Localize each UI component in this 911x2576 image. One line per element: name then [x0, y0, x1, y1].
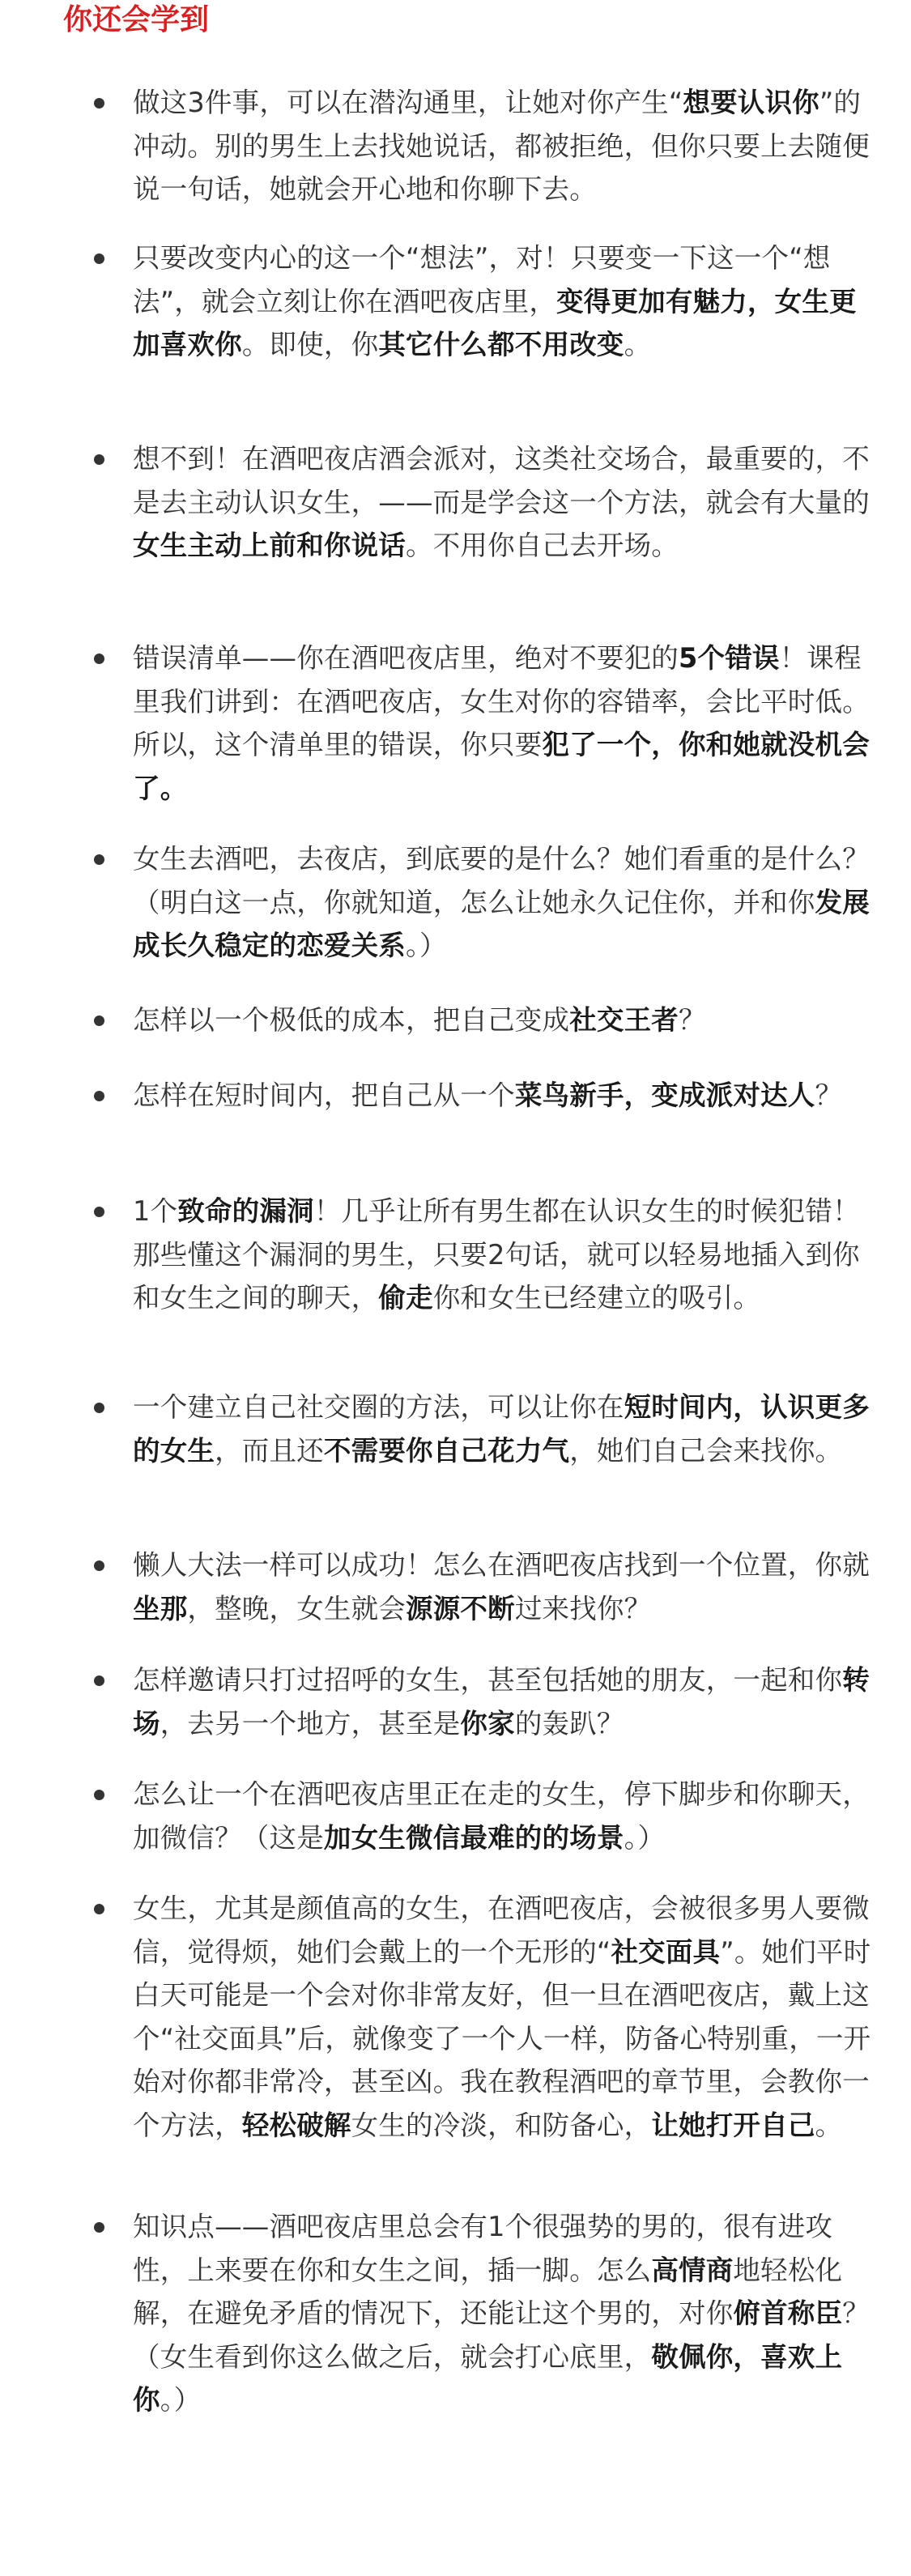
body-text: ？	[679, 1004, 706, 1036]
bullet-dot-icon	[94, 98, 104, 109]
emphasis-text: 你家	[460, 1707, 515, 1739]
body-text: 怎样在短时间内，把自己从一个	[133, 1079, 515, 1111]
bullet-dot-icon	[94, 253, 104, 264]
list-item	[97, 81, 870, 211]
body-text: 只要改变内心的这一个“想法”，对！只要变一下这一个“想法”，就会立刻让你在酒吧夜店里，	[133, 242, 831, 317]
body-text: 怎么让一个在酒吧夜店里正在走的女生，停下脚步和你聊天，加微信？（这是	[133, 1778, 870, 1854]
body-text: 知识点——酒吧夜店里总会有1个很强势的男的，很有进攻性，上来要在你和女生之间，插一脚。怎么	[133, 2211, 833, 2286]
list-item-text	[133, 1887, 878, 2148]
emphasis-text: 轻松破解	[241, 2109, 351, 2141]
body-text: 。	[815, 2109, 843, 2141]
body-text: 想不到！在酒吧夜店酒会派对，这类社交场合，最重要的，不是去主动认识女生，——而是学会这一个方法，就会有大量的	[133, 443, 870, 518]
emphasis-text: 致命的漏洞	[177, 1195, 314, 1227]
emphasis-text: 加女生微信最难的的场景	[323, 1821, 624, 1854]
body-text: 错误清单——你在酒吧夜店里，绝对不要犯的	[133, 642, 679, 674]
list-item-text	[133, 1190, 878, 1320]
body-text: 怎样邀请只打过招呼的女生，甚至包括她的朋友，一起和你	[133, 1664, 843, 1696]
body-text: ”的冲动。别的男生上去找她说话，都被拒绝，但你只要上去随便说一句话，她就会开心地和你聊下去。	[133, 87, 870, 206]
bullet-dot-icon	[94, 1904, 104, 1914]
list-item	[97, 236, 858, 367]
body-text: ，她们自己会来找你。	[569, 1434, 843, 1467]
list-item	[97, 1658, 870, 1745]
body-text: 过来找你？	[514, 1592, 652, 1624]
section-title: 你还会学到	[63, 3, 210, 36]
bullet-dot-icon	[94, 1207, 104, 1217]
body-text: 1个	[133, 1195, 178, 1227]
body-text: 的轰趴？	[514, 1707, 624, 1739]
body-text: ，整晚，女生就会	[187, 1592, 407, 1624]
list-item	[97, 1887, 871, 2148]
body-text: ？	[815, 1079, 843, 1111]
emphasis-text: 女生主动上前和你说话	[133, 530, 406, 562]
emphasis-text: 俯首称臣	[733, 2297, 843, 2330]
emphasis-text: 坐那	[133, 1592, 188, 1624]
list-item	[97, 1074, 858, 1118]
body-text: 。即使，你	[241, 329, 379, 361]
bullet-dot-icon	[94, 1675, 104, 1686]
emphasis-text: 其它什么都不用改变	[378, 329, 624, 361]
body-text: 女生去酒吧，去夜店，到底要的是什么？她们看重的是什么？（明白这一点，你就知道，怎么让她永久记住你，并和你	[133, 843, 870, 918]
list-item-text	[133, 637, 878, 810]
body-text: ”。她们平时白天可能是一个会对你非常友好，但一旦在酒吧夜店，戴上这个“社交面具”后，就像变了一个人一样，防备心特别重，一开始对你都非常冷，甚至凶。我在教程酒吧的章节里，会教你一个方法，	[133, 1935, 871, 2141]
body-text: ？（女生看到你这么做之后，就会打心底里，	[133, 2297, 870, 2373]
list-item	[97, 637, 870, 810]
bullet-dot-icon	[94, 854, 104, 865]
emphasis-text: 社交面具	[611, 1935, 721, 1968]
list-item-text	[133, 2205, 878, 2422]
body-text: 。）	[406, 930, 447, 962]
body-text: 一个建立自己社交圈的方法，可以让你在	[133, 1391, 624, 1423]
body-text: 。	[624, 329, 652, 361]
body-text: ！课程里我们讲到：在酒吧夜店，女生对你的容错率，会比平时低。所以，这个清单里的错误，你只要	[133, 642, 870, 761]
list-item-text	[133, 1386, 878, 1472]
list-item-text	[133, 1543, 878, 1630]
body-text: 地轻松化解，在避免矛盾的情况下，还能让这个男的，对你	[133, 2254, 843, 2330]
emphasis-text: 短时间内，认识更多的女生	[133, 1391, 870, 1467]
body-text: 。）	[160, 2384, 202, 2416]
emphasis-text: 不需要你自己花力气	[323, 1434, 570, 1467]
emphasis-text: 偷走	[378, 1282, 433, 1314]
body-text: ，去另一个地方，甚至是	[160, 1707, 461, 1739]
list-item-text	[133, 1658, 878, 1745]
body-text: ，而且还	[215, 1434, 324, 1467]
emphasis-text: 让她打开自己	[651, 2109, 815, 2141]
bullet-dot-icon	[94, 1091, 104, 1101]
emphasis-text: 高情商	[651, 2254, 734, 2286]
body-text: 女生的冷淡，和防备心，	[351, 2109, 652, 2141]
emphasis-text: 源源不断	[406, 1592, 515, 1624]
emphasis-text: 菜鸟新手，变成派对达人	[514, 1079, 815, 1111]
list-item	[97, 1773, 870, 1859]
bullet-dot-icon	[94, 2222, 104, 2233]
emphasis-text: 发展成长久稳定的恋爱关系	[133, 886, 870, 962]
list-item	[97, 1386, 870, 1472]
emphasis-text: 转场	[133, 1664, 870, 1739]
emphasis-text: 变得更加有魅力，女生更加喜欢你	[133, 285, 857, 361]
body-text: 怎样以一个极低的成本，把自己变成	[133, 1004, 570, 1036]
body-text: 。）	[624, 1821, 666, 1854]
list-item-text	[133, 837, 878, 968]
list-item-text	[133, 81, 878, 211]
body-text: 。不用你自己去开场。	[406, 530, 679, 562]
emphasis-text: 想要认识你	[683, 87, 819, 118]
bullet-dot-icon	[94, 654, 104, 664]
list-item	[97, 837, 870, 968]
body-text: ！几乎让所有男生都在认识女生的时候犯错！那些懂这个漏洞的男生，只要2句话，就可以轻易地插入到你和女生之间的聊天，	[133, 1195, 860, 1314]
emphasis-text: 5个错误	[679, 642, 780, 674]
bullet-dot-icon	[94, 1561, 104, 1571]
body-text: 做这3件事，可以在潜沟通里，让她对你产生“	[133, 87, 683, 118]
bullet-dot-icon	[94, 454, 104, 465]
bullet-dot-icon	[94, 1403, 104, 1413]
body-text: 你和女生已经建立的吸引。	[432, 1282, 761, 1314]
list-item	[97, 1543, 870, 1630]
emphasis-text: 犯了一个，你和她就没机会了。	[133, 729, 870, 804]
bullet-dot-icon	[94, 1790, 104, 1800]
list-item	[97, 437, 870, 568]
list-item-text	[133, 236, 878, 367]
list-item-text	[133, 437, 878, 568]
list-item-text	[133, 998, 878, 1042]
list-item	[97, 1190, 858, 1320]
body-text: 懒人大法一样可以成功！怎么在酒吧夜店找到一个位置，你就	[133, 1549, 870, 1581]
body-text: 女生，尤其是颜值高的女生，在酒吧夜店，会被很多男人要微信，觉得烦，她们会戴上的一个无形的“	[133, 1893, 870, 1968]
emphasis-text: 敬佩你，喜欢上你	[133, 2340, 843, 2416]
bullet-dot-icon	[94, 1015, 104, 1026]
emphasis-text: 社交王者	[569, 1004, 679, 1036]
list-item	[97, 2205, 870, 2422]
list-item-text	[133, 1773, 878, 1859]
list-item	[97, 998, 858, 1042]
list-item-text	[133, 1074, 878, 1118]
